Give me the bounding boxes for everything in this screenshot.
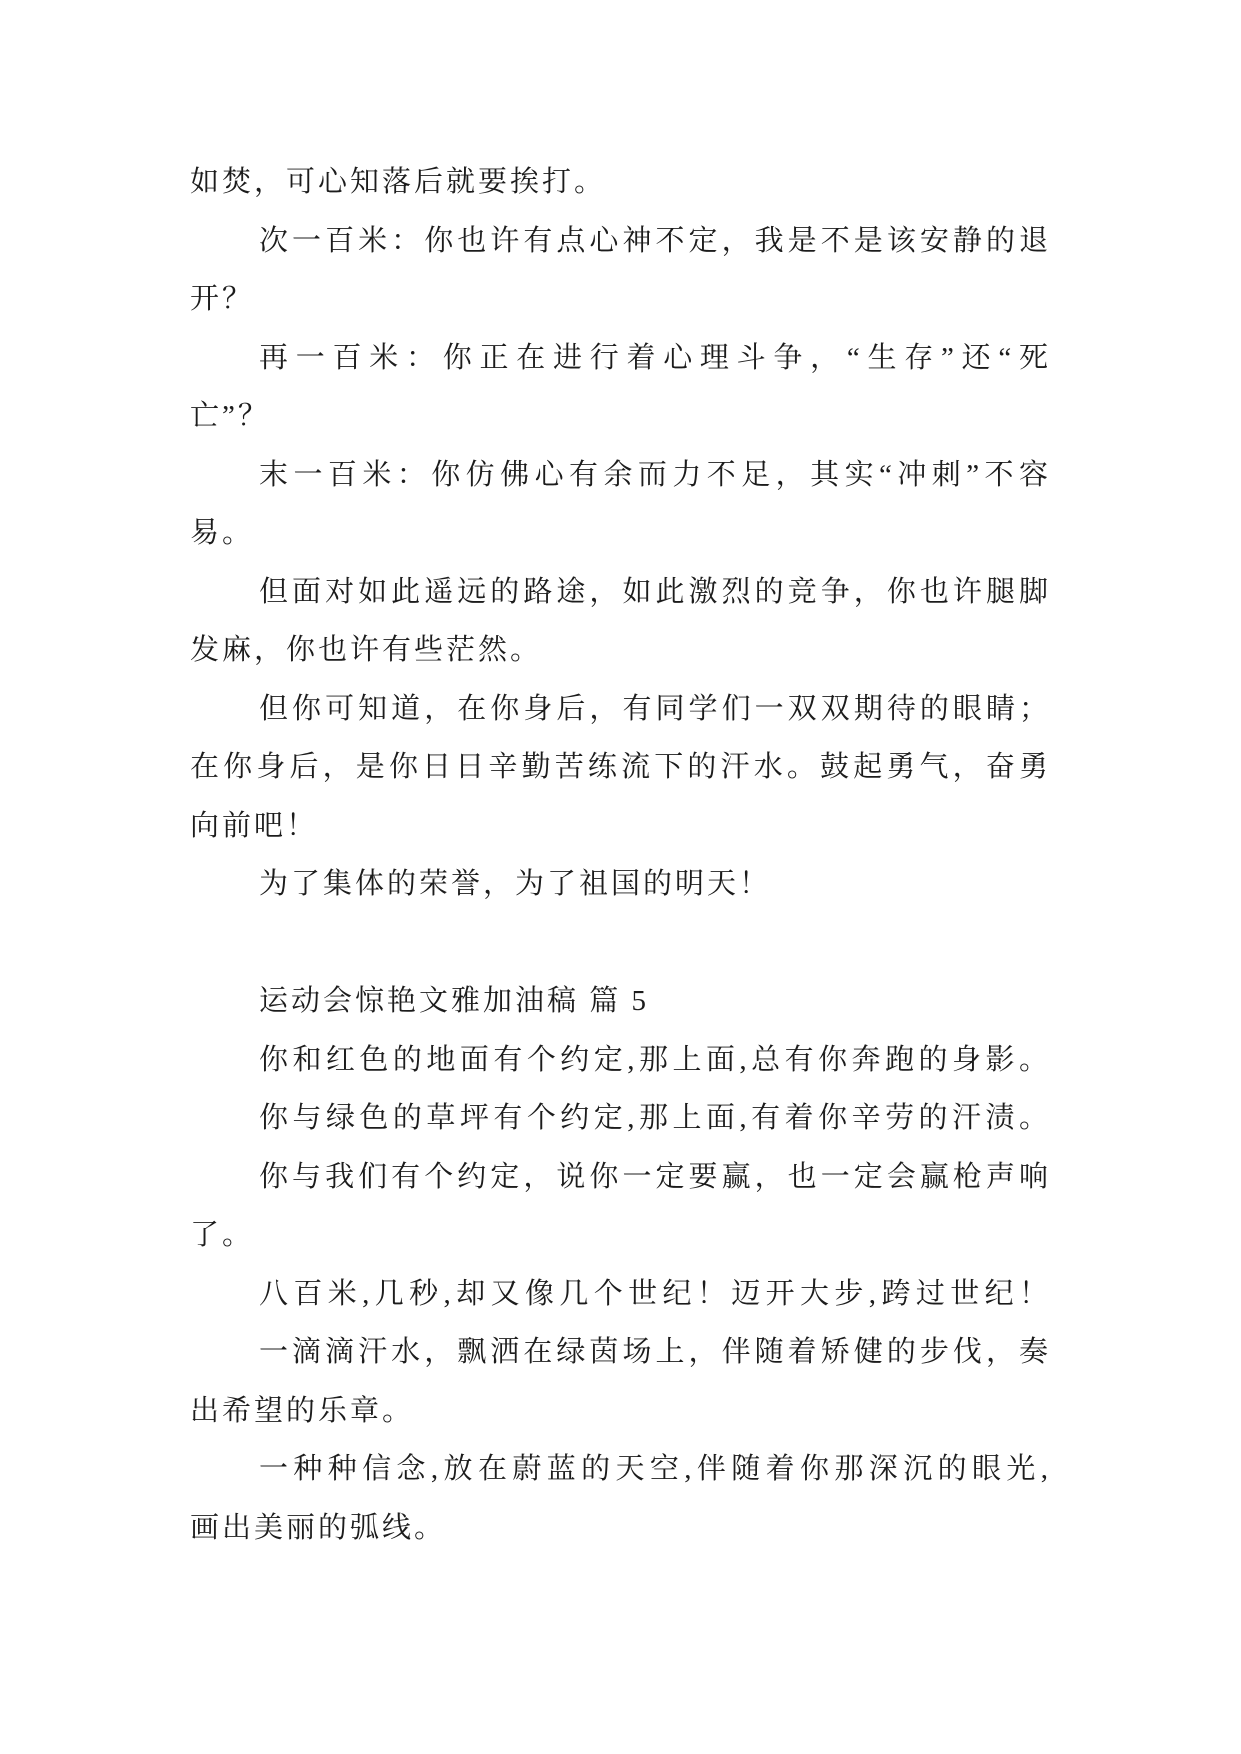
paragraph — [190, 680, 1051, 856]
paragraph-line: 再一百米：你正在进行着心理斗争，“生存”还“死 — [259, 341, 1051, 374]
paragraph-line: 如焚，可心知落后就要挨打。 — [190, 166, 607, 198]
section-heading: 运动会惊艳文雅加油稿 篇 5 — [259, 985, 650, 1017]
paragraph — [190, 1089, 1051, 1148]
paragraph-line: 画出美丽的弧线。 — [190, 1511, 447, 1544]
paragraph — [190, 212, 1051, 329]
paragraph — [190, 1440, 1051, 1557]
paragraph-line: 了。 — [190, 1219, 255, 1251]
paragraph-line: 开？ — [190, 283, 255, 315]
paragraph — [190, 1031, 1051, 1090]
paragraph-line: 你和红色的地面有个约定,那上面,总有你奔跑的身影。 — [259, 1043, 1051, 1076]
paragraph — [190, 1323, 1051, 1440]
paragraph — [190, 329, 1051, 446]
paragraph — [190, 446, 1051, 563]
paragraph-line: 为了集体的荣誉，为了祖国的明天！ — [259, 868, 772, 900]
paragraph-line: 但你可知道，在你身后，有同学们一双双期待的眼睛； — [259, 692, 1051, 725]
paragraph-line: 在你身后，是你日日辛勤苦练流下的汗水。鼓起勇气，奋勇 — [190, 751, 1051, 783]
paragraph-line: 出希望的乐章。 — [190, 1394, 415, 1427]
paragraph-line: 一滴滴汗水，飘洒在绿茵场上，伴随着矫健的步伐，奏 — [259, 1336, 1051, 1368]
paragraph-line: 末一百米：你仿佛心有余而力不足，其实“冲刺”不容 — [259, 458, 1051, 491]
paragraph-line: 次一百米：你也许有点心神不定，我是不是该安静的退 — [259, 224, 1051, 257]
paragraph-line: 但面对如此遥远的路途，如此激烈的竞争，你也许腿脚 — [259, 575, 1051, 608]
paragraph — [190, 855, 1051, 914]
paragraph-line: 你与绿色的草坪有个约定,那上面,有着你辛劳的汗渍。 — [259, 1102, 1051, 1134]
paragraph-line: 亡”？ — [190, 400, 270, 432]
paragraph-line: 易。 — [190, 517, 255, 549]
paragraph-line: 你与我们有个约定，说你一定要赢，也一定会赢枪声响 — [259, 1160, 1051, 1193]
document-body — [190, 153, 1051, 1557]
paragraph-line: 向前吧！ — [190, 809, 319, 842]
paragraph — [190, 1265, 1051, 1324]
paragraph-line: 一种种信念,放在蔚蓝的天空,伴随着你那深沉的眼光, — [259, 1453, 1051, 1485]
paragraph-line: 八百米,几秒,却又像几个世纪！迈开大步,跨过世纪！ — [259, 1277, 1051, 1310]
paragraph — [190, 153, 1051, 212]
blank-line — [190, 914, 1051, 973]
paragraph-line: 发麻，你也许有些茫然。 — [190, 634, 543, 666]
paragraph — [190, 1148, 1051, 1265]
paragraph — [190, 563, 1051, 680]
